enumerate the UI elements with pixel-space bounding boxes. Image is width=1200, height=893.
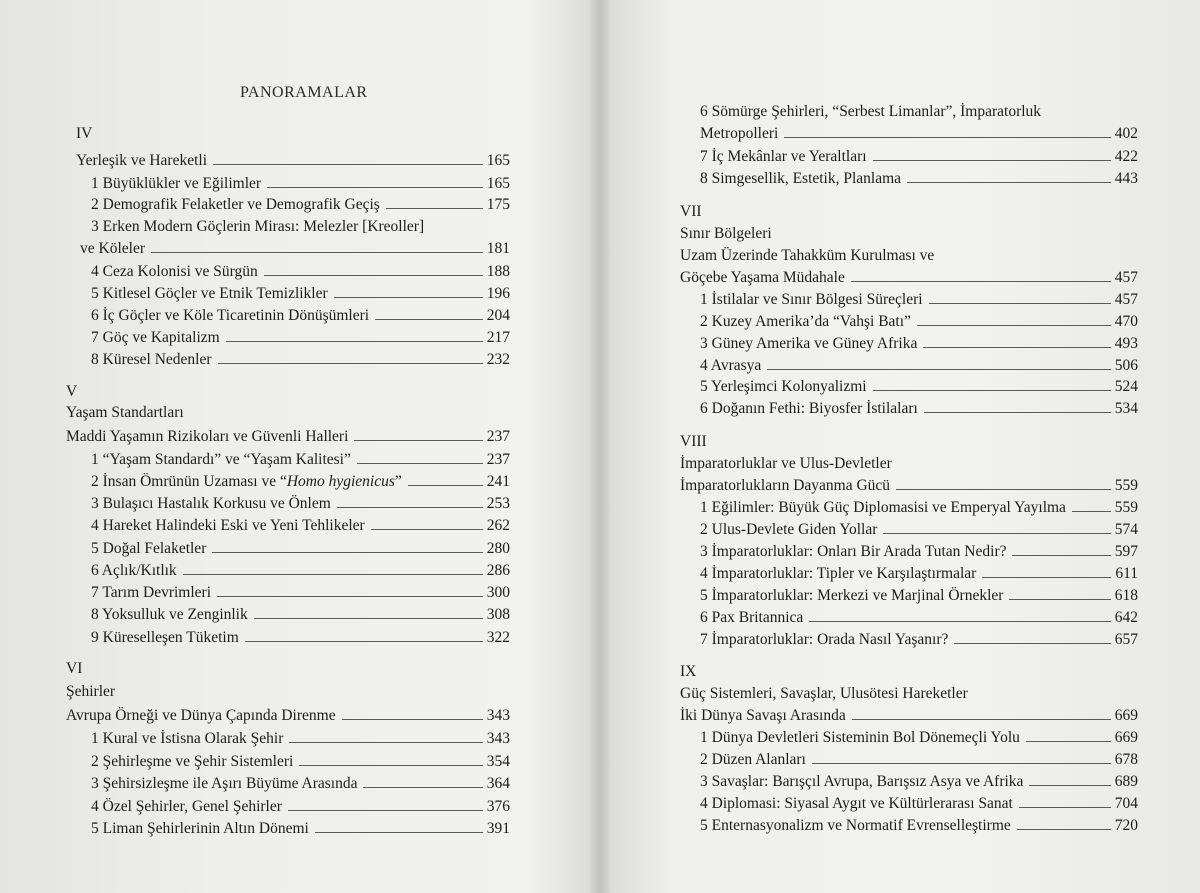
- right-page: [610, 0, 1200, 893]
- toc-entry-title: 7 İç Mekânlar ve Yeraltları: [700, 148, 867, 165]
- toc-entry-title: 2 Düzen Alanları: [700, 751, 806, 768]
- toc-page-number: 376: [486, 798, 510, 815]
- toc-entry: [700, 356, 1138, 376]
- toc-entry: [91, 628, 510, 648]
- toc-entry-italic: Homo hygienicus: [286, 473, 395, 490]
- toc-entry: [91, 516, 510, 536]
- toc-entry: [700, 794, 1138, 814]
- toc-entry-title: 5 Yerleşimci Kolonyalizmi: [700, 378, 867, 395]
- toc-entry: [680, 706, 1138, 726]
- toc-page-number: 506: [1114, 357, 1138, 374]
- toc-entry: [91, 284, 510, 304]
- toc-entry-title: Avrupa Örneği ve Dünya Çapında Direnme: [66, 707, 336, 724]
- toc-entry-title: 2 İnsan Ömrünün Uzaması ve “Homo hygienicus”: [91, 473, 402, 490]
- leader-line: [315, 832, 483, 833]
- toc-entry: [700, 124, 1138, 144]
- toc-page-number: 181: [486, 240, 510, 257]
- toc-entry-title: 8 Simgesellik, Estetik, Planlama: [700, 170, 902, 187]
- toc-entry: [66, 427, 510, 447]
- toc-page-number: 232: [486, 351, 510, 368]
- leader-line: [1029, 785, 1110, 786]
- toc-entry-title: 1 İstilalar ve Sınır Bölgesi Süreçleri: [700, 291, 923, 308]
- leader-line: [334, 297, 483, 298]
- toc-entry-title: 7 Göç ve Kapitalizm: [91, 329, 220, 346]
- toc-page-number: 253: [486, 495, 510, 512]
- toc-page-number: 196: [486, 285, 510, 302]
- toc-entry: [91, 561, 510, 581]
- toc-entry: [66, 706, 510, 726]
- leader-line: [386, 208, 483, 209]
- leader-line: [1012, 555, 1110, 556]
- toc-page-number: 534: [1114, 400, 1138, 417]
- toc-entry-title: IV: [76, 125, 93, 142]
- toc-entry: [700, 520, 1138, 540]
- toc-entry-title: İmparatorluklar ve Ulus-Devletler: [680, 455, 892, 472]
- toc-entry: [700, 334, 1138, 354]
- toc-entry: [700, 147, 1138, 167]
- toc-page-number: 165: [486, 175, 510, 192]
- toc-entry: [91, 539, 510, 559]
- toc-page-number: 559: [1114, 477, 1138, 494]
- toc-entry-title: Güç Sistemleri, Savaşlar, Ulusötesi Hareketler: [680, 685, 968, 702]
- toc-entry-title: Sınır Bölgeleri: [680, 225, 772, 242]
- toc-page-number: 669: [1114, 707, 1138, 724]
- toc-entry: [680, 268, 1138, 288]
- toc-entry-title: 7 Tarım Devrimleri: [91, 584, 212, 601]
- toc-page-number: 241: [486, 473, 510, 490]
- toc-page-number: 574: [1114, 521, 1138, 538]
- leader-line: [809, 621, 1110, 622]
- toc-entry: [680, 202, 702, 222]
- toc-entry: [680, 454, 892, 474]
- toc-page-number: 364: [486, 775, 510, 792]
- toc-entry: [700, 586, 1138, 606]
- toc-entry: [680, 432, 707, 452]
- leader-line: [254, 618, 483, 619]
- leader-line: [917, 325, 1111, 326]
- toc-page-number: 217: [486, 329, 510, 346]
- toc-page-number: 262: [486, 517, 510, 534]
- toc-entry: [680, 246, 934, 266]
- toc-entry-title: 3 Şehirsizleşme ile Aşırı Büyüme Arasında: [91, 775, 358, 792]
- toc-entry-title: İki Dünya Savaşı Arasında: [680, 707, 846, 724]
- toc-page-number: 611: [1115, 565, 1138, 582]
- toc-entry: [680, 476, 1138, 496]
- leader-line: [883, 533, 1110, 534]
- toc-entry-title: 2 Kuzey Amerika’da “Vahşi Batı”: [700, 313, 911, 330]
- leader-line: [408, 485, 483, 486]
- toc-entry: [80, 239, 510, 259]
- toc-page-number: 343: [486, 730, 510, 747]
- leader-line: [767, 369, 1110, 370]
- toc-entry-title: 2 Demografik Felaketler ve Demografik Geçiş: [91, 196, 380, 213]
- toc-entry-title: 4 Diplomasi: Siyasal Aygıt ve Kültürlerarası Sanat: [700, 795, 1013, 812]
- toc-entry-title: 1 Dünya Devletleri Sisteminin Bol Dönemeçli Yolu: [700, 729, 1020, 746]
- leader-line: [217, 596, 483, 597]
- leader-line: [924, 412, 1111, 413]
- toc-page-number: 391: [486, 820, 510, 837]
- toc-page-number: 470: [1114, 313, 1138, 330]
- toc-entry-title: Yerleşik ve Hareketli: [76, 152, 208, 169]
- toc-entry: [91, 450, 510, 470]
- toc-entry-title: 6 Açlık/Kıtlık: [91, 562, 177, 579]
- toc-page-number: 402: [1114, 125, 1138, 142]
- leader-line: [371, 529, 483, 530]
- leader-line: [357, 463, 483, 464]
- toc-page-number: 204: [486, 307, 510, 324]
- toc-entry-title: 2 Ulus-Devlete Giden Yollar: [700, 521, 878, 538]
- toc-entry: [66, 682, 115, 702]
- toc-entry: [91, 328, 510, 348]
- toc-entry-title: Yaşam Standartları: [66, 404, 184, 421]
- toc-entry-title: İmparatorlukların Dayanma Gücü: [680, 477, 891, 494]
- toc-entry: [700, 564, 1138, 584]
- toc-entry-title: 8 Küresel Nedenler: [91, 351, 212, 368]
- toc-entry: [91, 774, 510, 794]
- toc-entry: [91, 583, 510, 603]
- leader-line: [1026, 741, 1111, 742]
- toc-entry: [66, 403, 184, 423]
- leader-line: [218, 363, 483, 364]
- toc-entry: [700, 816, 1138, 836]
- toc-entry: [91, 306, 510, 326]
- toc-entry-title: 6 Pax Britannica: [700, 609, 804, 626]
- toc-entry-title: Maddi Yaşamın Rizikoları ve Güvenli Halleri: [66, 428, 349, 445]
- toc-entry: [700, 542, 1138, 562]
- toc-entry: [700, 630, 1138, 650]
- leader-line: [375, 319, 483, 320]
- toc-entry-title: Göçebe Yaşama Müdahale: [680, 269, 845, 286]
- toc-entry: [91, 174, 510, 194]
- toc-entry-title: 4 Özel Şehirler, Genel Şehirler: [91, 798, 282, 815]
- leader-line: [907, 182, 1111, 183]
- toc-entry-title: 1 “Yaşam Standardı” ve “Yaşam Kalitesi”: [91, 451, 351, 468]
- toc-entry: [66, 382, 77, 402]
- toc-page-number: 175: [486, 196, 510, 213]
- toc-entry: [76, 151, 510, 171]
- leader-line: [852, 719, 1111, 720]
- toc-entry: [91, 797, 510, 817]
- toc-entry-title: 3 Güney Amerika ve Güney Afrika: [700, 335, 918, 352]
- toc-entry: [91, 752, 510, 772]
- leader-line: [1009, 599, 1110, 600]
- leader-line: [929, 303, 1111, 304]
- leader-line: [288, 810, 483, 811]
- toc-entry-title: VIII: [680, 433, 707, 450]
- leader-line: [954, 643, 1110, 644]
- toc-page-number: 457: [1114, 269, 1138, 286]
- toc-entry-title: 4 Ceza Kolonisi ve Sürgün: [91, 263, 258, 280]
- toc-page-number: 559: [1114, 499, 1138, 516]
- toc-entry: [680, 224, 772, 244]
- toc-entry-title: 4 Hareket Halindeki Eski ve Yeni Tehlikeler: [91, 517, 365, 534]
- toc-entry: [700, 312, 1138, 332]
- toc-page-number: 300: [486, 584, 510, 601]
- toc-entry-title: 5 Liman Şehirlerinin Altın Dönemi: [91, 820, 309, 837]
- leader-line: [342, 719, 483, 720]
- toc-entry: [91, 195, 510, 215]
- toc-page-number: 422: [1114, 148, 1138, 165]
- toc-entry-title: 6 İç Göçler ve Köle Ticaretinin Dönüşümleri: [91, 307, 370, 324]
- toc-page-number: 493: [1114, 335, 1138, 352]
- toc-entry: [91, 605, 510, 625]
- leader-line: [896, 489, 1111, 490]
- toc-entry-title: 4 Avrasya: [700, 357, 762, 374]
- toc-entry-title: 9 Küreselleşen Tüketim: [91, 629, 239, 646]
- leader-line: [1072, 511, 1111, 512]
- toc-entry-title: 7 İmparatorluklar: Orada Nasıl Yaşanır?: [700, 631, 949, 648]
- toc-entry-title: ve Köleler: [80, 240, 145, 257]
- toc-page-number: 457: [1114, 291, 1138, 308]
- toc-entry-title: 2 Şehirleşme ve Şehir Sistemleri: [91, 753, 294, 770]
- toc-page-number: 720: [1114, 817, 1138, 834]
- leader-line: [299, 765, 482, 766]
- toc-entry-title: IX: [680, 663, 697, 680]
- toc-entry: [91, 729, 510, 749]
- toc-page-number: 322: [486, 629, 510, 646]
- toc-page-number: 669: [1114, 729, 1138, 746]
- toc-page-number: 657: [1114, 631, 1138, 648]
- toc-entry-title: 1 Eğilimler: Büyük Güç Diplomasisi ve Emperyal Yayılma: [700, 499, 1066, 516]
- toc-entry-title: 3 Bulaşıcı Hastalık Korkusu ve Önlem: [91, 495, 331, 512]
- leader-line: [226, 341, 483, 342]
- leader-line: [363, 787, 482, 788]
- toc-entry-title: 3 Erken Modern Göçlerin Mirası: Melezler [Kreoller]: [91, 218, 425, 235]
- leader-line: [873, 390, 1111, 391]
- toc-entry-title: 4 İmparatorluklar: Tipler ve Karşılaştırmalar: [700, 565, 977, 582]
- toc-entry-title: VII: [680, 203, 702, 220]
- toc-entry: [680, 684, 968, 704]
- toc-entry: [700, 169, 1138, 189]
- toc-entry-title: 3 Savaşlar: Barışçıl Avrupa, Barışsız Asya ve Afrika: [700, 773, 1024, 790]
- toc-entry-title: V: [66, 383, 78, 400]
- leader-line: [267, 187, 483, 188]
- leader-line: [337, 507, 483, 508]
- toc-entry: [91, 350, 510, 370]
- toc-entry: [91, 472, 510, 492]
- toc-page-number: 286: [486, 562, 510, 579]
- toc-entry-title: Metropolleri: [700, 125, 779, 142]
- toc-entry-title: 5 Kitlesel Göçler ve Etnik Temizlikler: [91, 285, 328, 302]
- toc-page-number: 689: [1114, 773, 1138, 790]
- toc-entry-title: Şehirler: [66, 683, 116, 700]
- leader-line: [354, 440, 482, 441]
- toc-page-number: 165: [486, 152, 510, 169]
- toc-page-number: 354: [486, 753, 510, 770]
- toc-entry: [700, 498, 1138, 518]
- toc-entry-title: 5 İmparatorluklar: Merkezi ve Marjinal Örnekler: [700, 587, 1004, 604]
- toc-entry: [700, 772, 1138, 792]
- toc-entry: [700, 377, 1138, 397]
- leader-line: [1017, 829, 1111, 830]
- leader-line: [264, 275, 483, 276]
- leader-line: [812, 763, 1111, 764]
- leader-line: [289, 742, 482, 743]
- toc-entry-title: 1 Kural ve İstisna Olarak Şehir: [91, 730, 284, 747]
- toc-page-number: 618: [1114, 587, 1138, 604]
- leader-line: [851, 281, 1111, 282]
- toc-entry-title: 5 Enternasyonalizm ve Normatif Evrenselleştirme: [700, 817, 1011, 834]
- toc-entry: [76, 124, 92, 144]
- toc-entry-title: 5 Doğal Felaketler: [91, 540, 207, 557]
- left-page: [0, 0, 590, 893]
- leader-line: [923, 347, 1110, 348]
- toc-page-number: 343: [486, 707, 510, 724]
- toc-page-number: 704: [1114, 795, 1138, 812]
- toc-entry-title: 6 Sömürge Şehirleri, “Serbest Limanlar”, İmparatorluk: [700, 103, 1042, 120]
- toc-entry: [700, 399, 1138, 419]
- toc-entry: [700, 102, 1041, 122]
- toc-entry-title: Uzam Üzerinde Tahakküm Kurulması ve: [680, 247, 935, 264]
- toc-page-number: 524: [1114, 378, 1138, 395]
- toc-entry-title: 3 İmparatorluklar: Onları Bir Arada Tutan Nedir?: [700, 543, 1007, 560]
- leader-line: [151, 252, 483, 253]
- leader-line: [245, 641, 483, 642]
- toc-entry: [700, 728, 1138, 748]
- toc-page-number: 678: [1114, 751, 1138, 768]
- toc-page-number: 280: [486, 540, 510, 557]
- toc-entry-title: 1 Büyüklükler ve Eğilimler: [91, 175, 262, 192]
- toc-entry: [66, 659, 82, 679]
- toc-page-number: 308: [486, 606, 510, 623]
- toc-entry: [91, 217, 424, 237]
- toc-entry: [700, 608, 1138, 628]
- toc-entry: [91, 262, 510, 282]
- toc-page-number: 237: [486, 428, 510, 445]
- toc-page-number: 188: [486, 263, 510, 280]
- toc-entry: [700, 290, 1138, 310]
- toc-page-number: 642: [1114, 609, 1138, 626]
- toc-page-number: 597: [1114, 543, 1138, 560]
- leader-line: [873, 160, 1111, 161]
- toc-entry-title: 8 Yoksulluk ve Zenginlik: [91, 606, 248, 623]
- running-head: PANORAMALAR: [240, 84, 368, 101]
- toc-entry-title: VI: [66, 660, 83, 677]
- toc-entry-title: 6 Doğanın Fethi: Biyosfer İstilaları: [700, 400, 918, 417]
- toc-entry: [680, 662, 696, 682]
- leader-line: [213, 164, 483, 165]
- leader-line: [784, 137, 1110, 138]
- book-gutter: [588, 0, 612, 893]
- leader-line: [212, 552, 482, 553]
- toc-entry: [91, 819, 510, 839]
- leader-line: [183, 574, 483, 575]
- leader-line: [1019, 807, 1111, 808]
- toc-entry: [700, 750, 1138, 770]
- leader-line: [982, 577, 1111, 578]
- toc-entry: [91, 494, 510, 514]
- toc-page-number: 443: [1114, 170, 1138, 187]
- toc-page-number: 237: [486, 451, 510, 468]
